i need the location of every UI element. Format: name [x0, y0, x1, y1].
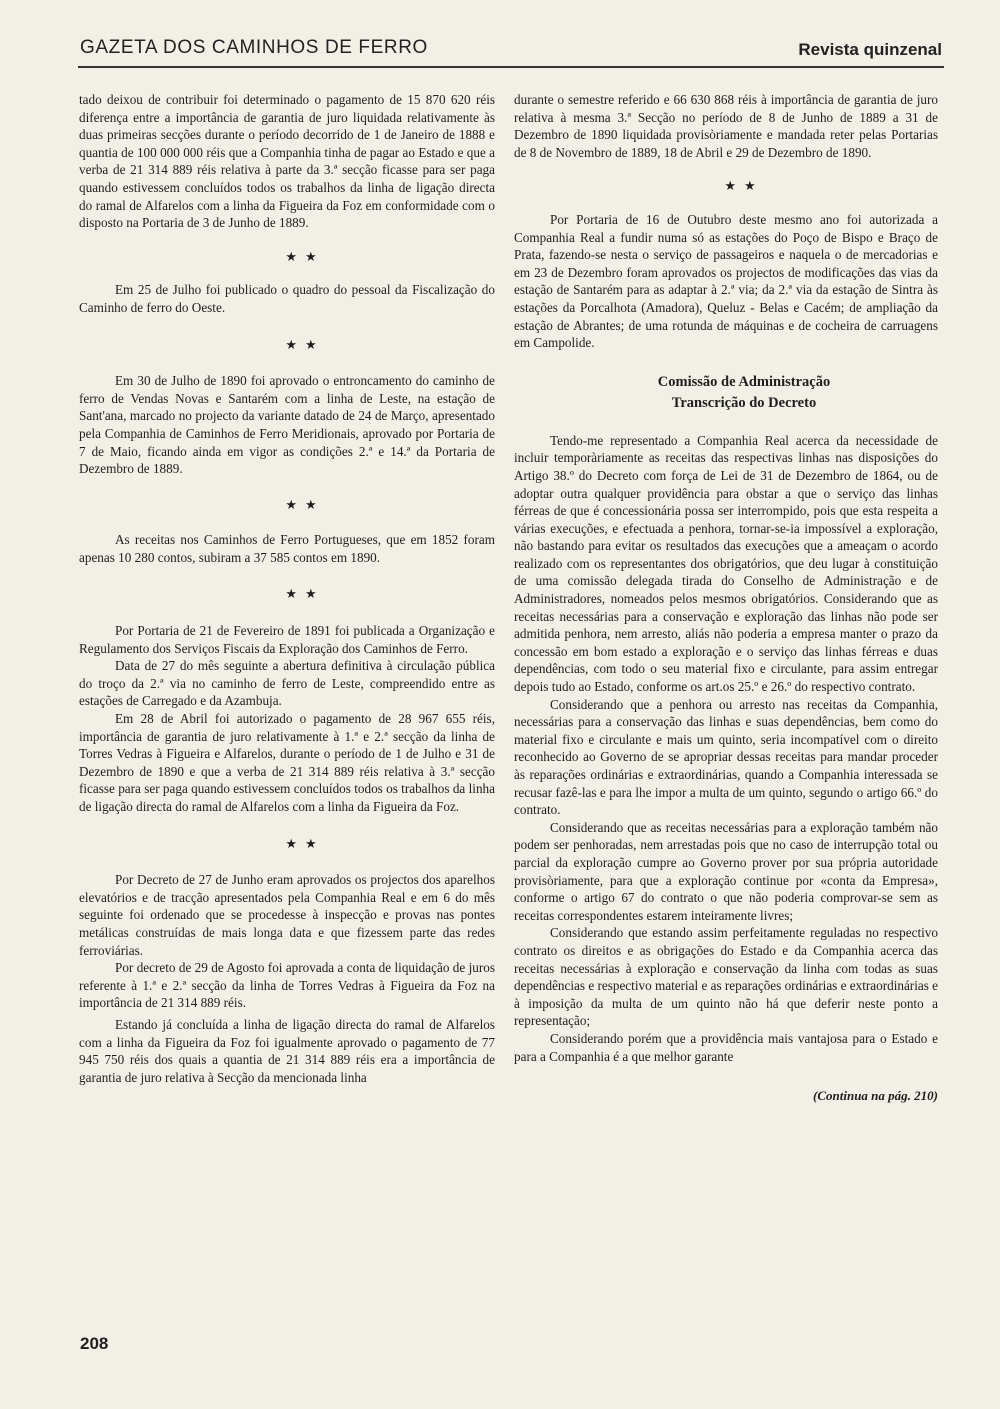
- section-separator: ★★: [285, 835, 325, 851]
- journal-subtitle: Revista quinzenal: [798, 40, 942, 59]
- paragraph: Por Portaria de 16 de Outubro deste mesmo ano foi autorizada a Companhia Real a fundir numa só as estações do Poço de Bispo e Braço de Prata, fazendo-se nesta o serviço de passageiros e naquela o de mercadorias e em 23 de Dezembro foram aprovados os projectos de modificações das vias da estação de Santarém para as adaptar à 2.ª via; da 2.ª via da estação de Sintra às estações da Porcalhota (Amadora), Queluz - Belas e Cacém; de ampliação da estação de Abrantes; de uma rotunda de máquinas e de cocheira de carruagens em Campolide.: [514, 211, 938, 351]
- continuation-note: (Continua na pág. 210): [813, 1088, 938, 1104]
- section-separator: ★★: [724, 178, 764, 194]
- paragraph: Data de 27 do mês seguinte a abertura definitiva à circulação pública do troço da 2.ª via no caminho de ferro de Leste, compreendido entre as estações de Carregado e da Azambuja.: [79, 658, 495, 709]
- left-column: [79, 91, 495, 1086]
- paragraph: Em 25 de Julho foi publicado o quadro do pessoal da Fiscalização do Caminho de ferro do Oeste.: [79, 282, 495, 315]
- paragraph: Considerando que a penhora ou arresto nas receitas da Companhia, necessárias para a conservação das linhas e suas dependências, bem como do material fixo e circulante e mais um quinto, seria incompatível com o direito reconhecido ao Governo de se apropriar dessas receitas para mandar proceder às reparações ordinárias e extraordinárias, quando a Companhia interessada se recusar fazê-las e para lhe impor a multa de um quinto, segundo o artigo 66.º do contrato.: [514, 696, 938, 818]
- paragraph: Considerando que estando assim perfeitamente reguladas no respectivo contrato os direitos e as obrigações do Estado e da Companhia acerca das receitas necessárias à exploração e conservação da linha com todas as suas dependências e respectivo material e as reparações ordinárias e extraordinárias e à imposição da multa de um quinto não há que deferir neste ponto a representação;: [514, 925, 938, 1029]
- paragraph: tado deixou de contribuir foi determinado o pagamento de 15 870 620 réis diferença entre a importância de garantia de juro liquidada relativamente às duas primeiras secções durante o período decorrido de 1 de Janeiro de 1888 e quantia de 100 000 000 réis que a Companhia tinha de pagar ao Estado e que a verba de 21 314 889 réis relativa à parte da 3.ª secção ficasse para ser paga quando estivessem concluídos todos os trabalhos da linha de ligação directa do ramal de Alfarelos com a linha da Figueira da Foz em conformidade com o disposto na Portaria de 3 de Junho de 1889.: [79, 92, 495, 231]
- section-separator: ★★: [285, 336, 325, 352]
- heading-line-1: Comissão de Administração: [657, 373, 831, 390]
- right-column: [514, 91, 938, 1105]
- paragraph: Estando já concluída a linha de ligação directa do ramal de Alfarelos com a linha da Figueira da Foz foi igualmente aprovado o pagamento de 77 945 750 réis dos quais a quantia de 21 314 889 réis era a importância de garantia de juro relativa à Secção da mencionada linha: [79, 1016, 495, 1085]
- paragraph: durante o semestre referido e 66 630 868 réis à importância de garantia de juro relativa à mesma 3.ª Secção no período de 8 de Junho de 1889 a 31 de Dezembro de 1890 liquidada provisòriamente e mandada reter pelas Portarias de 8 de Novembro de 1889, 18 de Abril e 29 de Dezembro de 1890.: [514, 92, 938, 160]
- paragraph: As receitas nos Caminhos de Ferro Portugueses, que em 1852 foram apenas 10 280 contos, subiram a 37 585 contos em 1890.: [79, 532, 495, 565]
- section-separator: ★★: [285, 586, 325, 602]
- paragraph: Considerando porém que a providência mais vantajosa para o Estado e para a Companhia é a que melhor garante: [514, 1030, 938, 1064]
- paragraph: Por decreto de 29 de Agosto foi aprovada a conta de liquidação de juros referente à 1.ª e 2.ª secção da linha de Torres Vedras à Figueira da Foz na importância de 21 314 889 réis.: [79, 960, 495, 1011]
- header-rule: [78, 66, 944, 68]
- paragraph: Por Portaria de 21 de Fevereiro de 1891 foi publicada a Organização e Regulamento dos Serviços Fiscais da Exploração dos Caminhos de Ferro.: [79, 623, 495, 656]
- section-separator: ★★: [285, 496, 325, 512]
- paragraph: Considerando que as receitas necessárias para a exploração também não podem ser penhoradas, nem arrestadas pois que no caso de interrupção total ou parcial da exploração cumpre ao Governo prover por sua própria autoridade provisòriamente, para que a exploração continue por «conta da Empresa», conforme o artigo 67 do contrato o que não poderia comprovar-se sem as receitas correspondentes estarem inteiramente livres;: [514, 819, 938, 923]
- paragraph: Em 30 de Julho de 1890 foi aprovado o entroncamento do caminho de ferro de Vendas Novas e Santarém com a linha de Leste, na estação de Sant'ana, marcado no projecto da variante datado de 24 de Março, apresentado pela Companhia de Caminhos de Ferro Meridionais, aprovado por Portaria de 7 de Maio, ficando ainda em vigor as condições 2.ª e 14.ª da Portaria de Dezembro de 1889.: [79, 373, 495, 477]
- section-separator: ★★: [285, 248, 325, 264]
- paragraph: Tendo-me representado a Companhia Real acerca da necessidade de incluir temporàriamente as receitas das respectivas linhas nas disposições do Artigo 38.º do Decreto com força de Lei de 31 de Dezembro de 1864, ou de adoptar outra qualquer providência para obstar a que o serviço das linhas férreas de que é concessionária possa ser interrompido, pois que esta respeita a várias execuções, e efectuada a penhora, tornar-se-ia impossível a exploração, não bastando para evitar os resultados das execuções que a ameaçam o acordo realizado com os representantes dos obrigatórios, que deu lugar à constituição de uma comissão delegada tirada do Conselho de Administração e de Administradores, nomeados pelos mesmos obrigatórios. Considerando que as receitas necessárias para a conservação e exploração das linhas não pode ser admitida penhora, nem arresto, aliás não poderia a empresa manter o prazo da concessão em bom estado a exploração e o serviço das linhas férreas e duas dependências, com todo o seu material fixo e circulante, para assim entregar depois tudo ao Estado, conforme os art.os 25.º e 26.º do respectivo contrato.: [514, 432, 938, 695]
- journal-title: GAZETA DOS CAMINHOS DE FERRO: [80, 37, 428, 58]
- heading-line-2: Transcrição do Decreto: [671, 394, 817, 411]
- paragraph: Em 28 de Abril foi autorizado o pagamento de 28 967 655 réis, importância de garantia de juro relativamente à 1.ª e 2.ª secção da linha de Torres Vedras à Figueira e Alfarelos, durante o período de 1 de Julho e 31 de Dezembro de 1890 e que a verba de 21 314 889 réis relativa à 3.ª secção ficasse para ser paga quando estivessem concluídos todos os trabalhos da linha de ligação directa do ramal de Alfarelos com a linha da Figueira da Foz.: [79, 711, 495, 814]
- paragraph: Por Decreto de 27 de Junho eram aprovados os projectos dos aparelhos elevatórios e de tracção apresentados pela Companhia Real e em 6 do mês seguinte foi ordenado que se procedesse à inspecção e provas nas pontes metálicas construídas de mais longa data e que fizessem parte das redes ferroviárias.: [79, 872, 495, 958]
- section-heading: [514, 372, 938, 414]
- page-number: 208: [80, 1334, 109, 1353]
